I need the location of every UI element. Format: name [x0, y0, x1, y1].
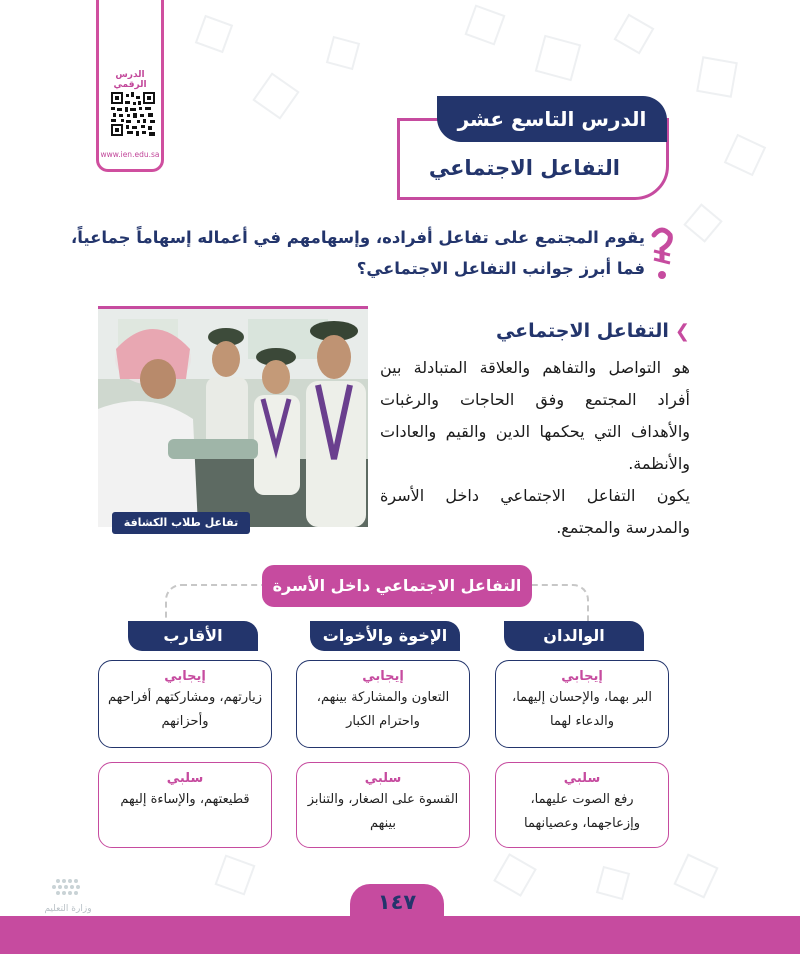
category-parents: الوالدان [504, 621, 644, 651]
positive-label: إيجابي [164, 669, 206, 684]
relatives-negative-box [98, 762, 272, 848]
siblings-positive-box [296, 660, 470, 748]
negative-label: سلبي [563, 771, 601, 786]
section-paragraph [380, 352, 690, 544]
relatives-negative-text: قطيعتهم، والإساءة إليهم [120, 792, 250, 807]
lesson-title: التفاعل الاجتماعي [428, 156, 620, 180]
parents-positive-text: البر بهما، والإحسان إليهما، والدعاء لهما [512, 690, 652, 729]
digital-lesson-url[interactable]: www.ien.edu.sa [100, 150, 160, 159]
siblings-negative-box [296, 762, 470, 848]
footer-bar [0, 916, 800, 954]
lesson-number-banner: الدرس التاسع عشر [437, 96, 667, 142]
parents-positive-box [495, 660, 669, 748]
siblings-positive-text: التعاون والمشاركة بينهم، واحترام الكبار [316, 690, 450, 729]
chevron-left-icon: ❯ [674, 321, 690, 342]
positive-label: إيجابي [561, 669, 603, 684]
relatives-positive-text: زيارتهم، ومشاركتهم أفراحهم وأحزانهم [108, 690, 262, 729]
siblings-negative-text: القسوة على الصغار، والتنابز بينهم [307, 792, 459, 831]
digital-lesson-label: الدرس الرقمي [113, 70, 147, 90]
positive-label: إيجابي [362, 669, 404, 684]
scope-text: يكون التفاعل الاجتماعي داخل الأسرة والمدرسة والمجتمع. [380, 486, 690, 537]
parents-negative-text: رفع الصوت عليهما، وإزعاجهما، وعصيانهما [524, 792, 640, 831]
page-number: ١٤٧ [350, 884, 444, 918]
ministry-name: وزارة التعليم [44, 904, 92, 914]
question-mark-icon [650, 225, 674, 285]
lesson-question: يقوم المجتمع على تفاعل أفراده، وإسهامهم في أعماله إسهاماً جماعياً، فما أبرز جوانب التفاعل الاجتماعي؟ [70, 228, 645, 278]
scouts-photo [98, 306, 368, 527]
category-relatives: الأقارب [128, 621, 258, 651]
diagram-title: التفاعل الاجتماعي داخل الأسرة [262, 565, 532, 607]
category-siblings: الإخوة والأخوات [310, 621, 460, 651]
digital-lesson-card[interactable] [96, 0, 164, 172]
qr-code-icon[interactable] [111, 92, 155, 136]
photo-caption: تفاعل طلاب الكشافة [112, 512, 250, 534]
negative-label: سلبي [364, 771, 402, 786]
definition-text: هو التواصل والتفاهم والعلاقة المتبادلة بين أفراد المجتمع وفق الحاجات والرغبات والأهداف التي يحكمها الدين والقيم والعادات والأنظمة. [380, 358, 690, 473]
parents-negative-box [495, 762, 669, 848]
negative-label: سلبي [166, 771, 204, 786]
section-heading: ❯التفاعل الاجتماعي [495, 320, 690, 342]
relatives-positive-box [98, 660, 272, 748]
